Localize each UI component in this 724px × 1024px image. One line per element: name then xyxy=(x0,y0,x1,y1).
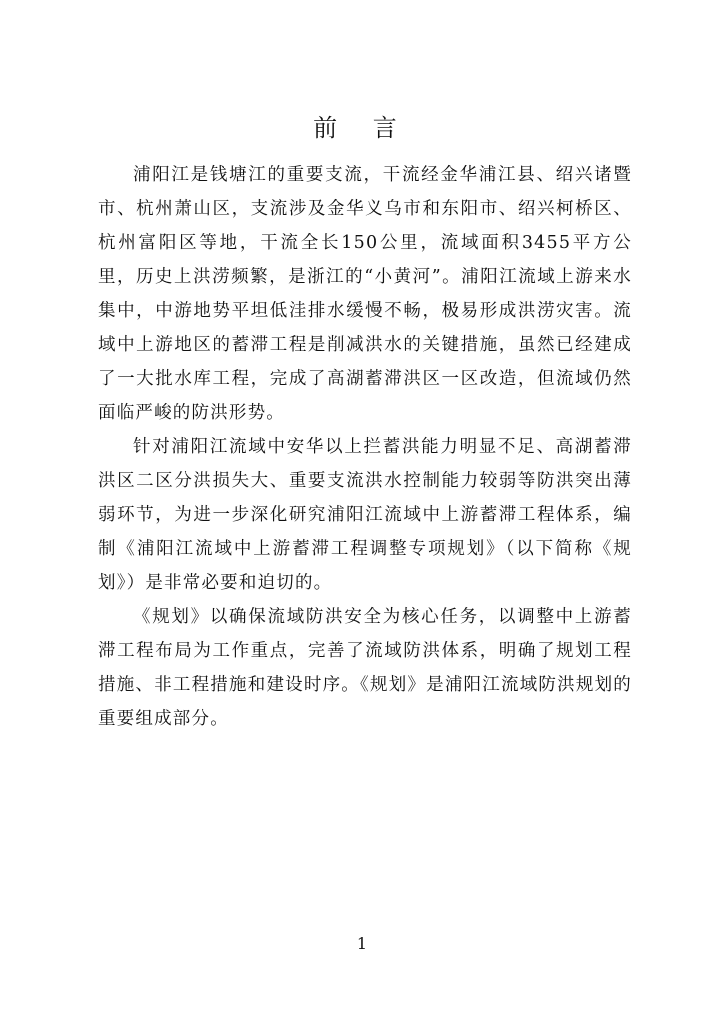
paragraph-2: 针对浦阳江流域中安华以上拦蓄洪能力明显不足、高湖蓄滞洪区二区分洪损失大、重要支流洪水控制能力较弱等防洪突出薄弱环节，为进一步深化研究浦阳江流域中上游蓄滞工程体系，编制《浦阳江流域中上游蓄滞工程调整专项规划》（以下简称《规划》）是非常必要和迫切的。 xyxy=(98,437,632,593)
paragraph-1: 浦阳江是钱塘江的重要支流，干流经金华浦江县、绍兴诸暨市、杭州萧山区，支流涉及金华义乌市和东阳市、绍兴柯桥区、杭州富阳区等地，干流全长150公里，流域面积3455平方公里，历史上洪涝频繁，是浙江的“小黄河”。浦阳江流域上游来水集中，中游地势平坦低洼排水缓慢不畅，极易形成洪涝灾害。流域中上游地区的蓄滞工程是削减洪水的关键措施，虽然已经建成了一大批水库工程，完成了高湖蓄滞洪区一区改造，但流域仍然面临严峻的防洪形势。 xyxy=(98,165,632,423)
body-text xyxy=(98,158,632,736)
page-number: 1 xyxy=(356,934,368,953)
paragraph-3: 《规划》以确保流域防洪安全为核心任务，以调整中上游蓄滞工程布局为工作重点，完善了流域防洪体系，明确了规划工程措施、非工程措施和建设时序。《规划》是浦阳江流域防洪规划的重要组成部分。 xyxy=(98,607,632,729)
page-title: 前 言 xyxy=(313,114,411,142)
